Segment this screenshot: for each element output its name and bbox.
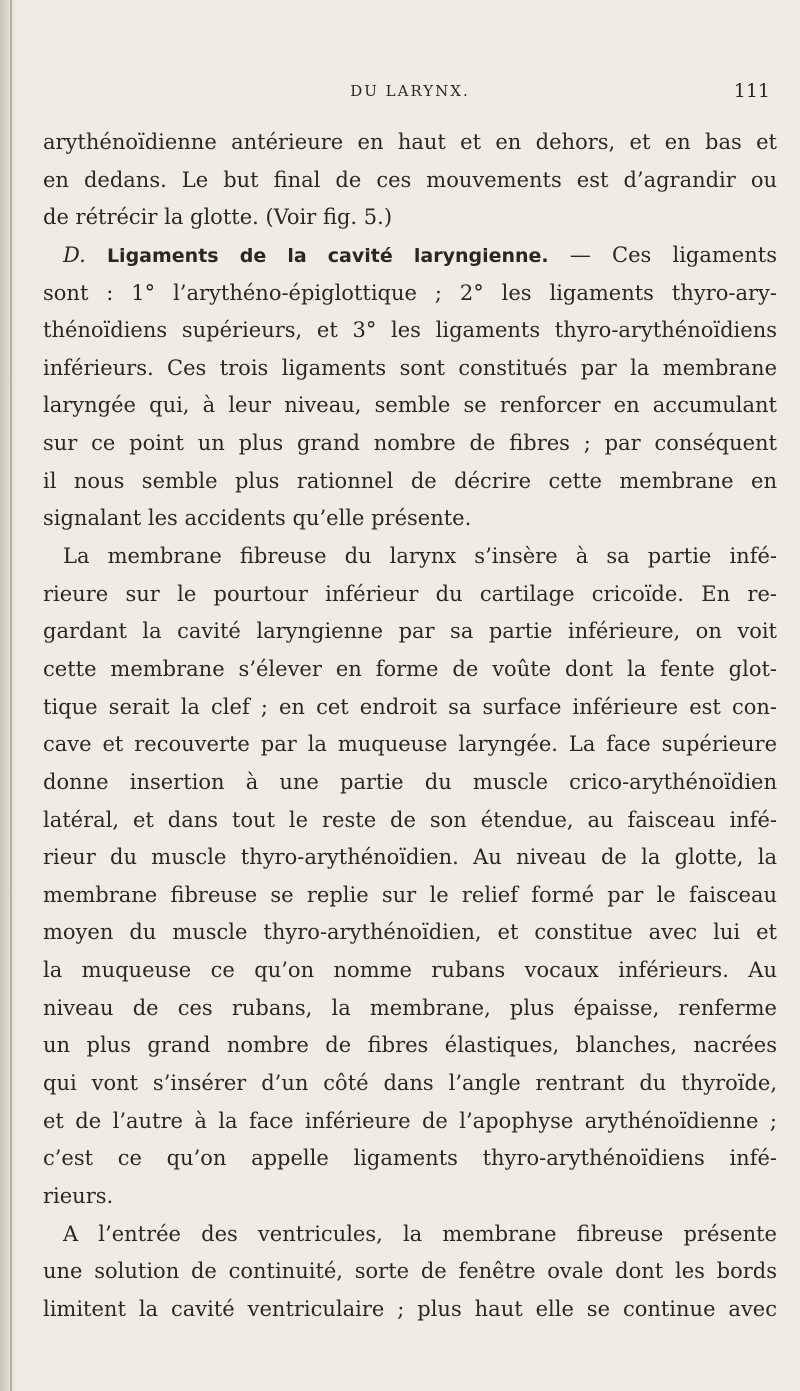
text-line: limitent la cavité ventriculaire ; plus haut elle se continue avec <box>43 1296 777 1321</box>
text-line: tique serait la clef ; en cet endroit sa surface inférieure est con- <box>43 694 777 719</box>
text-line: La membrane fibreuse du larynx s’insère à sa partie infé- <box>63 544 777 569</box>
body-text <box>43 124 777 1329</box>
text-line: sur ce point un plus grand nombre de fibres ; par conséquent <box>43 431 777 456</box>
text-line: moyen du muscle thyro-arythénoïdien, et constitue avec lui et <box>43 920 777 945</box>
text-line: inférieurs. Ces trois ligaments sont constitués par la membrane <box>43 355 777 380</box>
page-number: 111 <box>733 80 770 102</box>
text-line: la muqueuse ce qu’on nomme rubans vocaux inférieurs. Au <box>43 958 777 983</box>
text-line: thénoïdiens supérieurs, et 3° les ligaments thyro-arythénoïdiens <box>43 318 777 343</box>
text-line: rieure sur le pourtour inférieur du cartilage cricoïde. En re- <box>43 581 777 606</box>
text-line: une solution de continuité, sorte de fenêtre ovale dont les bords <box>43 1259 777 1284</box>
text-line: gardant la cavité laryngienne par sa partie inférieure, on voit <box>43 619 777 644</box>
text-line: sont : 1° l’arythéno-épiglottique ; 2° les ligaments thyro-ary- <box>43 280 777 305</box>
text-line: cave et recouverte par la muqueuse laryngée. La face supérieure <box>43 732 777 757</box>
page-gutter-shadow <box>0 0 18 1391</box>
text-line: A l’entrée des ventricules, la membrane fibreuse présente <box>63 1221 777 1246</box>
running-title: DU LARYNX. <box>350 82 470 100</box>
text-line: latéral, et dans tout le reste de son étendue, au faisceau infé- <box>43 807 777 832</box>
text-line: membrane fibreuse se replie sur le relief formé par le faisceau <box>43 882 777 907</box>
section-heading: Ligaments de la cavité laryngienne. <box>106 244 549 267</box>
text-line: il nous semble plus rationnel de décrire cette membrane en <box>43 468 777 493</box>
text-line: cette membrane s’élever en forme de voûte dont la fente glot- <box>43 656 777 681</box>
text-line: qui vont s’insérer d’un côté dans l’angle rentrant du thyroïde, <box>43 1071 777 1096</box>
text-line: et de l’autre à la face inférieure de l’apophyse arythénoïdienne ; <box>43 1108 777 1133</box>
section-heading-continuation: — Ces ligaments <box>569 242 777 267</box>
text-line: arythénoïdienne antérieure en haut et en dehors, et en bas et <box>43 130 777 154</box>
text-line: laryngée qui, à leur niveau, semble se renforcer en accumulant <box>43 393 777 418</box>
page-header <box>42 82 778 114</box>
text-line: rieurs. <box>43 1183 114 1208</box>
text-line: niveau de ces rubans, la membrane, plus épaisse, renferme <box>43 995 777 1020</box>
section-letter: D. <box>63 242 86 267</box>
text-line: signalant les accidents qu’elle présente. <box>43 506 472 531</box>
text-line: donne insertion à une partie du muscle crico-arythénoïdien <box>43 769 777 794</box>
text-line: rieur du muscle thyro-arythénoïdien. Au niveau de la glotte, la <box>43 845 777 870</box>
text-line: un plus grand nombre de fibres élastiques, blanches, nacrées <box>43 1033 777 1058</box>
binding-edge <box>10 0 12 1391</box>
text-line: en dedans. Le but final de ces mouvements est d’agrandir ou <box>43 167 777 192</box>
text-line: c’est ce qu’on appelle ligaments thyro-arythénoïdiens infé- <box>43 1146 777 1171</box>
section-heading-line <box>43 237 777 275</box>
text-line: de rétrécir la glotte. (Voir fig. 5.) <box>43 205 393 230</box>
